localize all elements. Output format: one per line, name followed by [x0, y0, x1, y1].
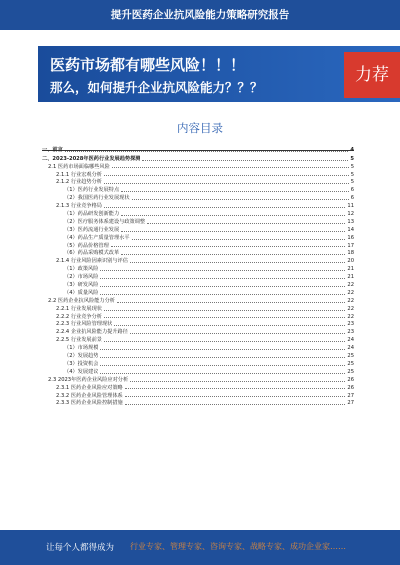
toc-entry-page: 17	[347, 242, 354, 249]
toc-title: 内容目录	[177, 121, 223, 135]
banner-headline: 医药市场都有哪些风险！！！	[50, 56, 246, 74]
toc-entry[interactable]	[42, 391, 354, 399]
toc-entry-page: 5	[350, 155, 354, 162]
toc-entry-text: （2）市场风险	[64, 274, 99, 281]
toc-entry[interactable]	[42, 178, 354, 186]
toc-leader-dots	[100, 365, 345, 366]
toc-leader-dots	[132, 239, 346, 240]
toc-entry-page: 11	[347, 203, 354, 210]
toc-entry-page: 6	[350, 195, 354, 202]
toc-leader-dots	[100, 373, 345, 374]
toc-entry-text: （6）药品采购模式改革	[64, 250, 120, 257]
toc-entry-page: 24	[347, 337, 354, 344]
toc-entry-text: 2.3.2 医药企业风险管理体系	[56, 392, 123, 399]
toc-leader-dots	[104, 310, 345, 311]
toc-entry-page: 5	[350, 171, 354, 178]
toc-entry[interactable]	[42, 154, 354, 162]
toc-entry-page: 18	[347, 250, 354, 257]
toc-leader-dots	[114, 325, 345, 326]
toc-entry-page: 5	[350, 163, 354, 170]
footer-tagline: 行业专家、管理专家、咨询专家、战略专家、成功企业家……	[130, 542, 346, 551]
toc-entry[interactable]	[42, 327, 354, 335]
toc-entry-page: 24	[347, 345, 354, 352]
toc-leader-dots	[121, 231, 345, 232]
toc-leader-dots	[117, 302, 345, 303]
toc-entry-page: 14	[347, 226, 354, 233]
footer-slogan: 让每个人都得成为	[46, 543, 115, 553]
toc-entry-text: （4）质量风险	[64, 289, 99, 296]
toc-leader-dots	[112, 167, 349, 168]
toc-leader-dots	[104, 207, 345, 208]
toc-entry[interactable]	[42, 280, 354, 288]
toc-leader-dots	[132, 199, 349, 200]
toc-leader-dots	[100, 278, 345, 279]
toc-entry-page: 20	[347, 258, 354, 265]
toc-entry-text: 2.3.3 医药企业风险控制措施	[56, 400, 123, 407]
toc-entry[interactable]	[42, 217, 354, 225]
toc-entry-page: 23	[347, 321, 354, 328]
toc-leader-dots	[104, 175, 349, 176]
toc-leader-dots	[65, 151, 349, 152]
toc-entry[interactable]	[42, 335, 354, 343]
toc-entry-text: （1）药品研发创新能力	[64, 211, 120, 218]
toc-entry-page: 25	[347, 360, 354, 367]
toc-entry-text: 一、前言	[42, 146, 63, 153]
toc-entry[interactable]	[42, 170, 354, 178]
toc-entry-page: 6	[350, 187, 354, 194]
toc-entry-text: （4）药品生产质量管理水平	[64, 234, 130, 241]
toc-entry[interactable]	[42, 351, 354, 359]
toc-entry[interactable]	[42, 209, 354, 217]
toc-entry-text: 2.2.1 行业发展现状	[56, 305, 102, 312]
toc-entry-text: （1）医药行业发展特点	[64, 187, 120, 194]
toc-entry-page: 5	[350, 179, 354, 186]
toc-entry-text: 2.1 医药市场面临哪些风险	[48, 163, 110, 170]
toc-entry-page: 21	[347, 266, 354, 273]
toc-leader-dots	[100, 294, 345, 295]
toc-entry-text: 2.1.3 行业竞争格局	[56, 203, 102, 210]
toc-leader-dots	[121, 215, 345, 216]
toc-entry[interactable]	[42, 375, 354, 383]
toc-entry-page: 27	[347, 400, 354, 407]
toc-entry-page: 4	[350, 146, 354, 153]
toc-leader-dots	[100, 357, 345, 358]
toc-entry-page: 26	[347, 384, 354, 391]
toc-entry-page: 16	[347, 234, 354, 241]
toc-entry[interactable]	[42, 367, 354, 375]
toc-entry-text: （2）发展趋势	[64, 353, 99, 360]
toc-entry-text: 2.1.2 行业趋势分析	[56, 179, 102, 186]
toc-entry[interactable]	[42, 241, 354, 249]
toc-leader-dots	[104, 183, 349, 184]
toc-entry[interactable]	[42, 185, 354, 193]
toc-entry-page: 27	[347, 392, 354, 399]
toc-entry-page: 25	[347, 353, 354, 360]
toc-entry[interactable]	[42, 145, 354, 153]
toc-leader-dots	[100, 270, 345, 271]
toc-entry-page: 22	[347, 313, 354, 320]
toc-leader-dots	[104, 341, 345, 342]
toc-entry[interactable]	[42, 201, 354, 209]
toc-entry-page: 12	[347, 211, 354, 218]
toc-entry-text: （5）药品价格管理	[64, 242, 109, 249]
toc-entry[interactable]	[42, 225, 354, 233]
toc-entry[interactable]	[42, 399, 354, 407]
toc-entry[interactable]	[42, 343, 354, 351]
toc-entry[interactable]	[42, 359, 354, 367]
toc-entry[interactable]	[42, 304, 354, 312]
toc-entry[interactable]	[42, 383, 354, 391]
toc-entry-page: 26	[347, 376, 354, 383]
toc-entry-text: （3）研发风险	[64, 282, 99, 289]
toc-entry[interactable]	[42, 272, 354, 280]
toc-entry-text: 2.2.3 行业风险管理现状	[56, 321, 113, 328]
toc-entry-text: （2）医疗服务体系建设与政策调整	[64, 218, 146, 225]
toc-entry-page: 21	[347, 274, 354, 281]
toc-entry-page: 22	[347, 305, 354, 312]
table-of-contents	[42, 145, 354, 406]
toc-leader-dots	[100, 349, 345, 350]
toc-entry-page: 23	[347, 329, 354, 336]
toc-entry[interactable]	[42, 193, 354, 201]
toc-entry-text: （3）医药流通行业发展	[64, 226, 120, 233]
toc-entry-text: 2.2.4 企业抗风险能力提升路径	[56, 329, 128, 336]
toc-leader-dots	[130, 262, 345, 263]
toc-entry-page: 13	[347, 218, 354, 225]
toc-entry[interactable]	[42, 233, 354, 241]
toc-leader-dots	[121, 254, 345, 255]
toc-entry-text: 二、2023-2028年医药行业发展趋势探测	[42, 155, 141, 162]
toc-leader-dots	[147, 223, 345, 224]
toc-entry[interactable]	[42, 320, 354, 328]
footer-bar	[0, 530, 400, 565]
toc-entry[interactable]	[42, 296, 354, 304]
toc-entry-text: 2.1.1 行业宏观分析	[56, 171, 102, 178]
toc-entry-text: 2.3 2023年医药企业风险应对分析	[48, 376, 129, 383]
toc-entry[interactable]	[42, 312, 354, 320]
toc-leader-dots	[111, 246, 346, 247]
toc-entry[interactable]	[42, 162, 354, 170]
report-header: 提升医药企业抗风险能力策略研究报告	[0, 0, 400, 30]
toc-entry-text: 2.1.4 行业风险因素识别与评估	[56, 258, 128, 265]
toc-entry-text: （4）发展建议	[64, 368, 99, 375]
toc-entry[interactable]	[42, 288, 354, 296]
toc-entry[interactable]	[42, 256, 354, 264]
toc-leader-dots	[100, 286, 345, 287]
toc-leader-dots	[142, 160, 348, 161]
toc-leader-dots	[130, 381, 345, 382]
toc-entry-text: 2.3.1 医药企业风险应对策略	[56, 384, 123, 391]
toc-leader-dots	[121, 191, 349, 192]
toc-entry-page: 25	[347, 368, 354, 375]
toc-entry-page: 22	[347, 289, 354, 296]
toc-entry-text: （1）市场规模	[64, 345, 99, 352]
toc-entry[interactable]	[42, 264, 354, 272]
toc-entry-text: （2）我国医药行业发展现状	[64, 195, 130, 202]
toc-entry-text: （1）政策风险	[64, 266, 99, 273]
toc-entry-page: 22	[347, 297, 354, 304]
toc-leader-dots	[104, 317, 345, 318]
toc-entry-text: 2.2.5 行业发展前景	[56, 337, 102, 344]
toc-leader-dots	[125, 396, 346, 397]
toc-entry-text: 2.2.2 行业竞争分析	[56, 313, 102, 320]
toc-leader-dots	[125, 404, 346, 405]
toc-leader-dots	[130, 333, 345, 334]
toc-leader-dots	[125, 388, 346, 389]
toc-entry[interactable]	[42, 249, 354, 257]
toc-entry-text: 2.2 医药企业抗风险能力分析	[48, 297, 115, 304]
toc-entry-text: （3）投资机会	[64, 360, 99, 367]
toc-entry-page: 22	[347, 282, 354, 289]
recommend-badge: 力荐	[344, 52, 400, 98]
banner-subheadline: 那么，如何提升企业抗风险能力？？？	[50, 80, 263, 95]
